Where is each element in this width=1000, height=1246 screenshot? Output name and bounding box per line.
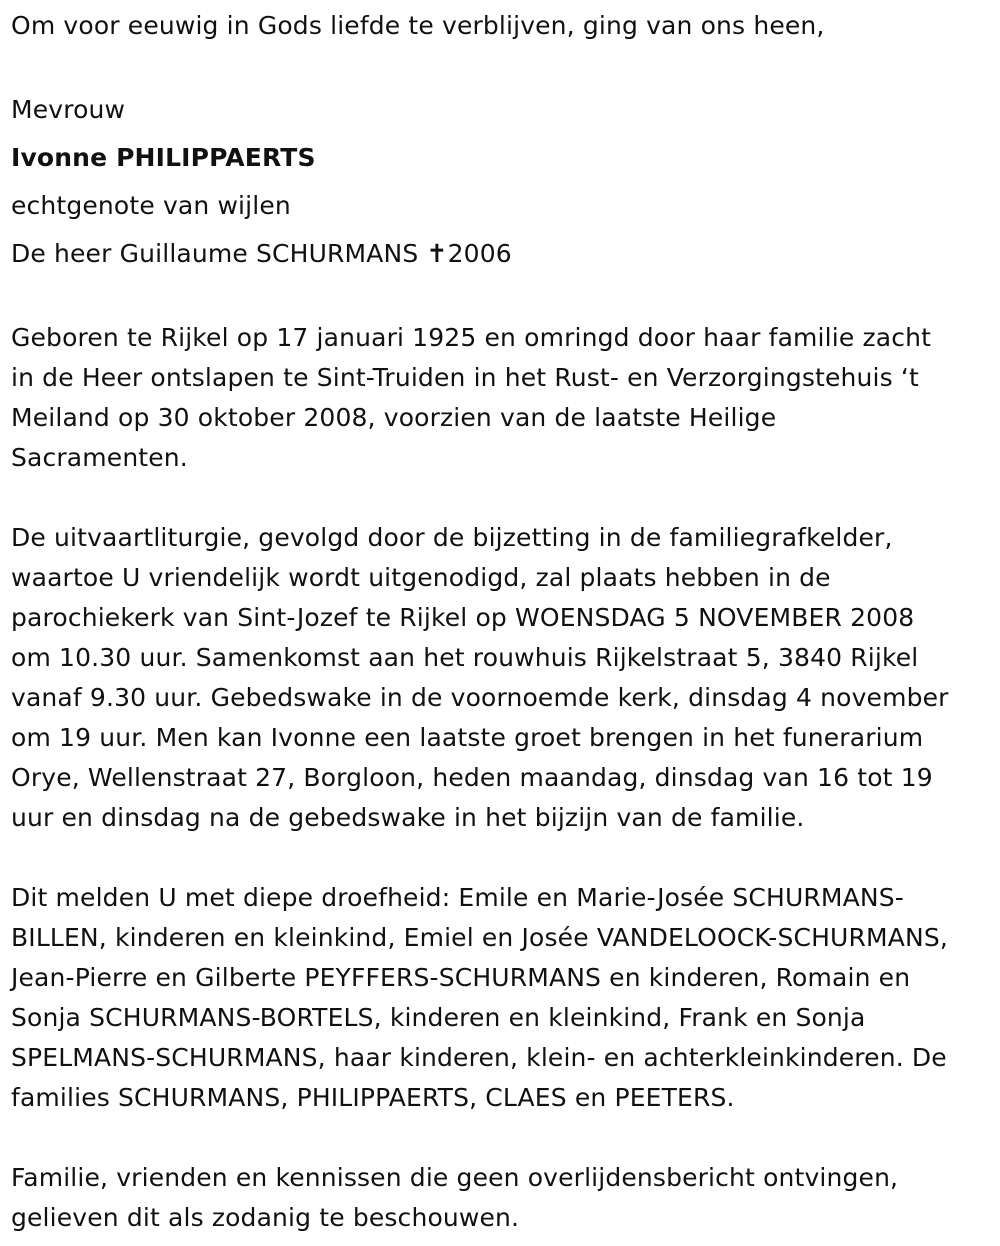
paragraph-line: Familie, vrienden en kennissen die geen overlijdensbericht ontvingen, (11, 1163, 899, 1192)
birth-death-paragraph (11, 318, 996, 478)
paragraph-line: Orye, Wellenstraat 27, Borgloon, heden maandag, dinsdag van 16 tot 19 (11, 763, 933, 792)
paragraph-line: vanaf 9.30 uur. Gebedswake in de voornoemde kerk, dinsdag 4 november (11, 683, 949, 712)
paragraph-line: Jean-Pierre en Gilberte PEYFFERS-SCHURMANS en kinderen, Romain en (11, 963, 911, 992)
spouse-name: De heer Guillaume SCHURMANS (11, 239, 419, 268)
paragraph-line: uur en dinsdag na de gebedswake in het bijzijn van de familie. (11, 803, 805, 832)
spacer (11, 478, 996, 518)
paragraph-line: BILLEN, kinderen en kleinkind, Emiel en Josée VANDELOOCK-SCHURMANS, (11, 923, 948, 952)
paragraph-line: Dit melden U met diepe droefheid: Emile en Marie-Josée SCHURMANS- (11, 883, 904, 912)
funeral-paragraph (11, 518, 996, 838)
obituary-notice (11, 6, 996, 1238)
paragraph-line: om 10.30 uur. Samenkomst aan het rouwhuis Rijkelstraat 5, 3840 Rijkel (11, 643, 919, 672)
family-paragraph (11, 878, 996, 1118)
paragraph-line: Sacramenten. (11, 443, 188, 472)
deceased-name: Ivonne PHILIPPAERTS (11, 143, 316, 172)
paragraph-line: Sonja SCHURMANS-BORTELS, kinderen en kleinkind, Frank en Sonja (11, 1003, 866, 1032)
paragraph-line: SPELMANS-SCHURMANS, haar kinderen, klein- en achterkleinkinderen. De (11, 1043, 947, 1072)
person-title: Mevrouw (11, 95, 126, 124)
paragraph-line: gelieven dit als zodanig te beschouwen. (11, 1203, 520, 1232)
paragraph-line: om 19 uur. Men kan Ivonne een laatste groet brengen in het funerarium (11, 723, 924, 752)
cross-icon: ✝ (426, 239, 448, 268)
paragraph-line: waartoe U vriendelijk wordt uitgenodigd, zal plaats hebben in de (11, 563, 831, 592)
spacer (11, 46, 996, 86)
paragraph-line: De uitvaartliturgie, gevolgd door de bijzetting in de familiegrafkelder, (11, 523, 893, 552)
paragraph-line: in de Heer ontslapen te Sint-Truiden in het Rust- en Verzorgingstehuis ‘t (11, 363, 919, 392)
spacer (11, 278, 996, 318)
intro-line: Om voor eeuwig in Gods liefde te verblijven, ging van ons heen, (11, 11, 825, 40)
closing-paragraph (11, 1158, 996, 1238)
spacer (11, 1118, 996, 1158)
paragraph-line: Geboren te Rijkel op 17 januari 1925 en omringd door haar familie zacht (11, 323, 932, 352)
relation-line: echtgenote van wijlen (11, 191, 291, 220)
spouse-death-year: 2006 (447, 239, 512, 268)
spacer (11, 838, 996, 878)
paragraph-line: parochiekerk van Sint-Jozef te Rijkel op WOENSDAG 5 NOVEMBER 2008 (11, 603, 915, 632)
spouse-line (11, 230, 996, 278)
paragraph-line: families SCHURMANS, PHILIPPAERTS, CLAES en PEETERS. (11, 1083, 735, 1112)
paragraph-line: Meiland op 30 oktober 2008, voorzien van de laatste Heilige (11, 403, 777, 432)
